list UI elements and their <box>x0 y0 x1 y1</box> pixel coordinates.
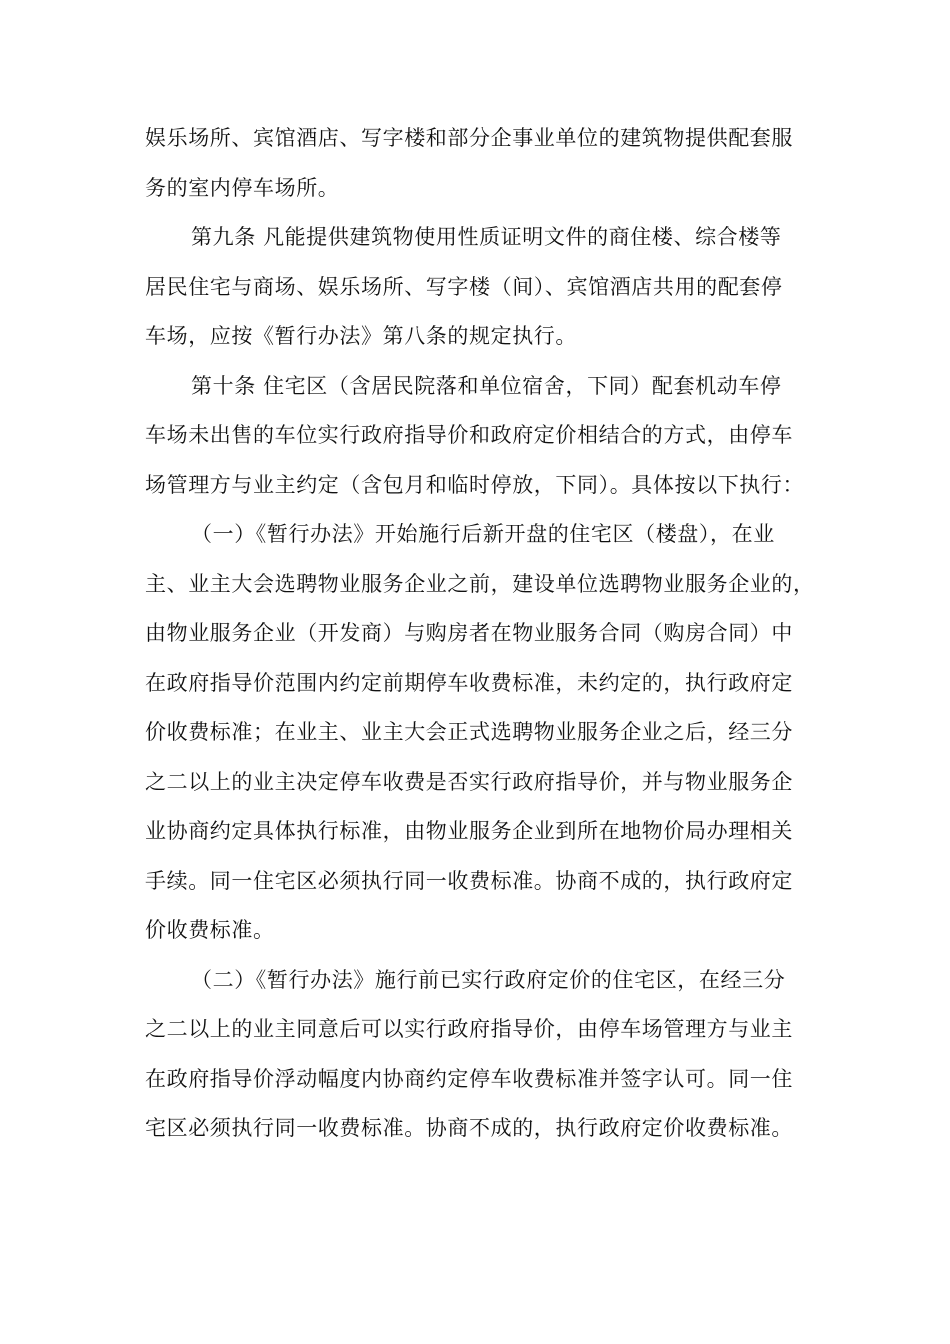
text-line: 第九条 凡能提供建筑物使用性质证明文件的商住楼、综合楼等 <box>191 225 782 249</box>
text-line: 业协商约定具体执行标准，由物业服务企业到所在地物价局办理相关 <box>145 819 793 843</box>
document-body <box>145 114 815 1154</box>
paragraph-clause-1 <box>145 510 815 956</box>
text-line: 之二以上的业主同意后可以实行政府指导价，由停车场管理方与业主 <box>145 1017 793 1041</box>
text-line: （二）《暂行办法》施行前已实行政府定价的住宅区，在经三分 <box>191 967 786 992</box>
text-line: 手续。同一住宅区必须执行同一收费标准。协商不成的，执行政府定 <box>145 868 793 893</box>
text-line: 价收费标准；在业主、业主大会正式选聘物业服务企业之后，经三分 <box>145 720 793 744</box>
text-line: 车场未出售的车位实行政府指导价和政府定价相结合的方式，由停车 <box>145 423 793 447</box>
text-line: 在政府指导价范围内约定前期停车收费标准，未约定的，执行政府定 <box>145 670 793 695</box>
paragraph-continuation <box>145 114 809 213</box>
text-line: 第十条 住宅区（含居民院落和单位宿舍，下同）配套机动车停 <box>191 373 782 398</box>
text-line: 价收费标准。 <box>145 918 275 942</box>
text-line: 居民住宅与商场、娱乐场所、写字楼（间）、宾馆酒店共用的配套停 <box>145 274 783 299</box>
text-line: 之二以上的业主决定停车收费是否实行政府指导价，并与物业服务企 <box>145 769 793 794</box>
text-line: 宅区必须执行同一收费标准。协商不成的，执行政府定价收费标准。 <box>145 1116 793 1140</box>
text-line: 务的室内停车场所。 <box>145 175 340 200</box>
paragraph-clause-2 <box>145 956 809 1154</box>
text-line: 场管理方与业主约定（含包月和临时停放，下同）。具体按以下执行： <box>145 472 805 497</box>
text-line: 车场，应按《暂行办法》第八条的规定执行。 <box>145 324 577 348</box>
text-line: 由物业服务企业（开发商）与购房者在物业服务合同（购房合同）中 <box>145 621 793 645</box>
text-line: 主、业主大会选聘物业服务企业之前，建设单位选聘物业服务企业的， <box>145 571 815 596</box>
paragraph-article-9 <box>145 213 809 362</box>
text-line: （一）《暂行办法》开始施行后新开盘的住宅区（楼盘），在业 <box>191 522 775 546</box>
paragraph-article-10 <box>145 362 809 511</box>
text-line: 娱乐场所、宾馆酒店、写字楼和部分企事业单位的建筑物提供配套服 <box>145 126 793 150</box>
text-line: 在政府指导价浮动幅度内协商约定停车收费标准并签字认可。同一住 <box>145 1066 793 1091</box>
